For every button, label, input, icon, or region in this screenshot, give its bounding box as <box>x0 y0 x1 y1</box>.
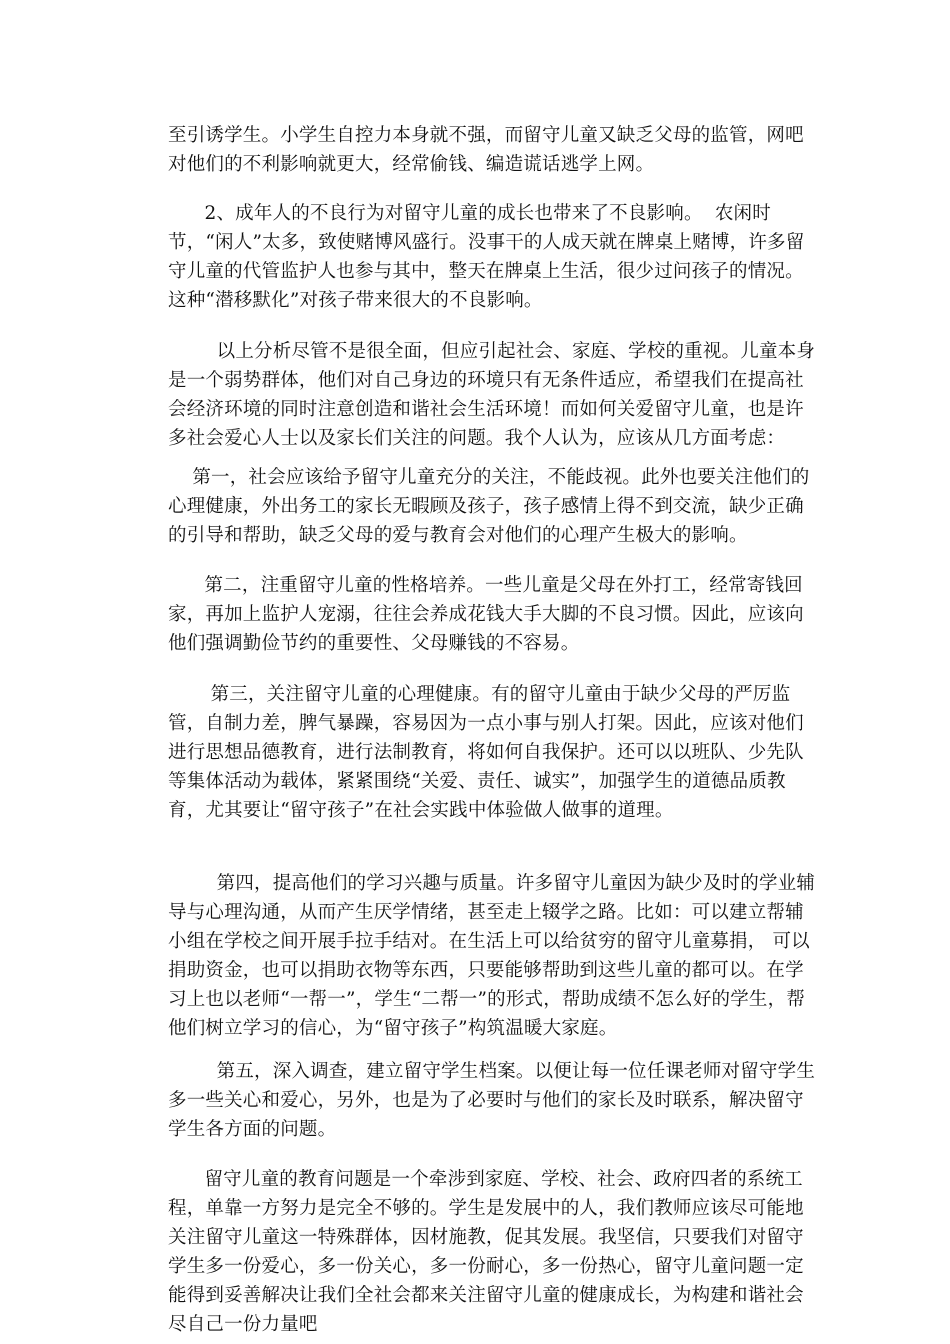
paragraph-4: 第一，社会应该给予留守儿童充分的关注，不能歧视。此外也要关注他们的心理健康，外出务工的家长无暇顾及孩子，孩子感情上得不到交流，缺少正确的引导和帮助，缺乏父母的爱与教育会对他们的心理产生极大的影响。 <box>168 467 810 546</box>
paragraph-9: 留守儿童的教育问题是一个牵涉到家庭、学校、社会、政府四者的系统工程，单靠一方努力是完全不够的。学生是发展中的人，我们教师应该尽可能地关注留守儿童这一特殊群体，因材施教，促其发展。我坚信，只要我们对留守学生多一份爱心，多一份关心，多一份耐心，多一份热心，留守儿童问题一定能得到妥善解决让我们全社会都来关注留守儿童的健康成长，为构建和谐社会尽自己一份力量吧 <box>168 1169 804 1335</box>
paragraph-2: 2、成年人的不良行为对留守儿童的成长也带来了不良影响。 农闲时节，“闲人”太多，致使赌博风盛行。没事干的人成天就在牌桌上赌博，许多留守儿童的代管监护人也参与其中，整天在牌桌上生活，很少过问孩子的情况。这种“潜移默化”对孩子带来很大的不良影响。 <box>168 203 805 311</box>
paragraph-5: 第二，注重留守儿童的性格培养。一些儿童是父母在外打工，经常寄钱回家，再加上监护人宠溺，往往会养成花钱大手大脚的不良习惯。因此，应该向他们强调勤俭节约的重要性、父母赚钱的不容易。 <box>168 575 804 654</box>
paragraph-8: 第五，深入调查，建立留守学生档案。以便让每一位任课老师对留守学生多一些关心和爱心，另外，也是为了必要时与他们的家长及时联系，解决留守学生各方面的问题。 <box>168 1061 816 1140</box>
paragraph-1: 至引诱学生。小学生自控力本身就不强，而留守儿童又缺乏父母的监管，网吧对他们的不利影响就更大，经常偷钱、编造谎话逃学上网。 <box>168 125 804 175</box>
paragraph-6: 第三，关注留守儿童的心理健康。有的留守儿童由于缺少父母的严厉监管，自制力差，脾气暴躁，容易因为一点小事与别人打架。因此，应该对他们进行思想品德教育，进行法制教育，将如何自我保护。还可以以班队、少先队等集体活动为载体，紧紧围绕“关爱、责任、诚实”，加强学生的道德品质教育，尤其要让“留守孩子”在社会实践中体验做人做事的道理。 <box>168 684 804 821</box>
paragraph-3: 以上分析尽管不是很全面，但应引起社会、家庭、学校的重视。儿童本身是一个弱势群体，他们对自己身边的环境只有无条件适应，希望我们在提高社会经济环境的同时注意创造和谐社会生活环境！而如何关爱留守儿童，也是许多社会爱心人士以及家长们关注的问题。我个人认为，应该从几方面考虑： <box>168 341 816 449</box>
paragraph-7: 第四，提高他们的学习兴趣与质量。许多留守儿童因为缺少及时的学业辅导与心理沟通，从而产生厌学情绪，甚至走上辍学之路。比如：可以建立帮辅小组在学校之间开展手拉手结对。在生活上可以给贫穷的留守儿童募捐， 可以捐助资金，也可以捐助衣物等东西，只要能够帮助到这些儿童的都可以。在学习上也以老师“一帮一”，学生“二帮一”的形式，帮助成绩不怎么好的学生，帮他们树立学习的信心，为“留守孩子”构筑温暖大家庭。 <box>168 873 816 1039</box>
